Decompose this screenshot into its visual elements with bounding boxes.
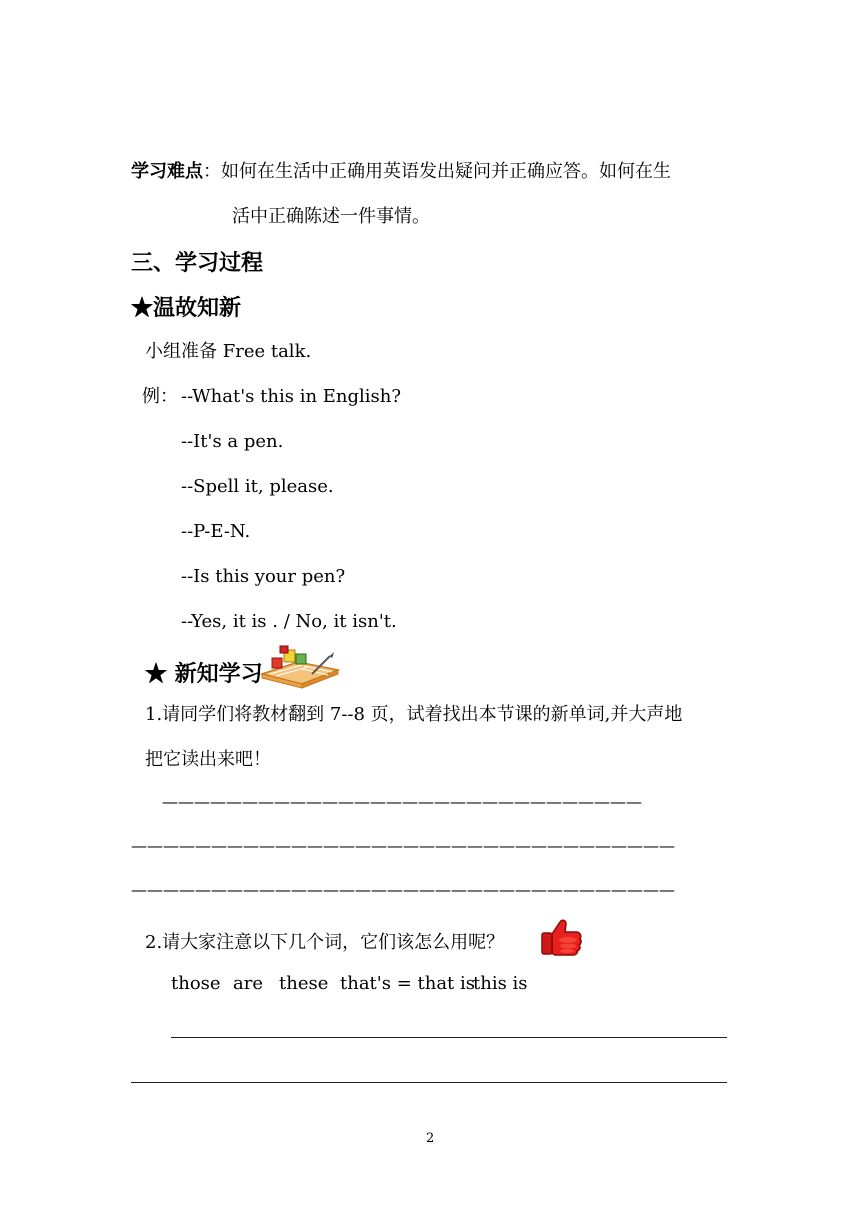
- difficulty-text-line2: 活中正确陈述一件事情。: [232, 206, 430, 227]
- dialog-line: --It's a pen.: [181, 431, 284, 452]
- difficulty-label: 学习难点: [131, 161, 203, 182]
- difficulty-line1: [131, 160, 671, 184]
- dialog-line: --P-E-N.: [181, 521, 251, 542]
- word-thats: that's = that is: [340, 973, 476, 994]
- dialog-line: --Yes, it is . / No, it isn't.: [181, 611, 397, 632]
- task1-line2: 把它读出来吧！: [145, 749, 271, 770]
- dialog-line: --Spell it, please.: [181, 476, 334, 497]
- review-title: ★温故知新: [131, 295, 242, 321]
- difficulty-colon: ：: [203, 161, 221, 182]
- section-title-process: 三、学习过程: [131, 250, 264, 276]
- dialog-line: --Is this your pen?: [181, 566, 346, 587]
- dialog-line: --What's this in English?: [181, 386, 402, 407]
- book-with-blocks-icon: [258, 644, 340, 690]
- thumbs-up-icon: [538, 918, 584, 956]
- answer-line-2: ——————————————————————————————————: [131, 836, 675, 855]
- word-are: are: [233, 973, 263, 994]
- word-this-is: this is: [473, 973, 528, 994]
- word-those: those: [171, 973, 221, 994]
- answer-line-3: ——————————————————————————————————: [131, 880, 675, 899]
- page-number: 2: [426, 1131, 435, 1146]
- answer-rule-2: [131, 1082, 727, 1083]
- example-label: 例：: [142, 386, 178, 407]
- difficulty-text-line1: 如何在生活中正确用英语发出疑问并正确应答。如何在生: [221, 161, 671, 182]
- review-intro: 小组准备 Free talk.: [145, 341, 312, 362]
- answer-line-1: ——————————————————————————————: [162, 792, 642, 811]
- answer-rule-1: [171, 1037, 727, 1038]
- word-these: these: [279, 973, 329, 994]
- task2-text: 2.请大家注意以下几个词，它们该怎么用呢？: [145, 932, 505, 953]
- task1-line1: 1.请同学们将教材翻到 7--8 页，试着找出本节课的新单词,并大声地: [145, 704, 683, 725]
- new-learning-title: ★ 新知学习: [145, 661, 263, 687]
